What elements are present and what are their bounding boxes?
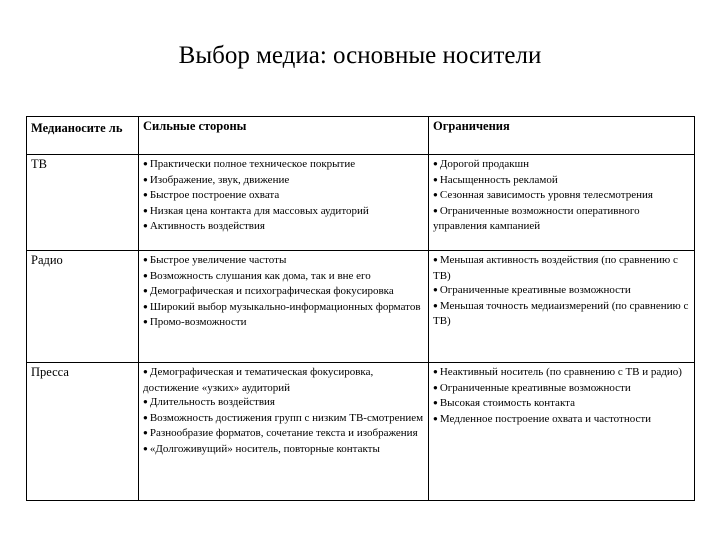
limitations-cell [429,251,695,363]
bullet-icon: ● [433,398,438,408]
limitations-list [433,157,690,234]
limitations-list [433,365,690,427]
list-item: ● Демографическая и психографическая фокусировка [143,285,394,298]
list-item: ● Широкий выбор музыкально-информационных форматов [143,300,421,313]
list-item: ● Ограниченные креативные возможности [433,284,631,297]
limitations-cell [429,363,695,501]
bullet-icon: ● [433,300,438,310]
bullet-icon: ● [143,174,148,184]
bullet-icon: ● [143,190,148,200]
list-item: ● Низкая цена контакта для массовых аудиторий [143,204,369,217]
bullet-icon: ● [433,255,438,264]
bullet-icon: ● [433,367,438,376]
list-item: ● «Долгоживущий» носитель, повторные контакты [143,442,380,455]
bullet-icon: ● [143,397,148,407]
bullet-icon: ● [143,159,148,168]
list-item: ● Насыщенность рекламой [433,173,558,186]
strengths-list [143,365,424,458]
list-item: ● Сезонная зависимость уровня телесмотрения [433,189,653,202]
list-item: ● Активность воздействия [143,220,265,233]
strengths-cell [139,251,429,363]
list-item: ● Высокая стоимость контакта [433,397,575,410]
list-item: ● Возможность достижения групп с низким ТВ-смотрением [143,411,424,424]
list-item: ● Ограниченные креативные возможности [433,381,631,394]
bullet-icon: ● [143,428,148,438]
carrier-cell: Пресса [27,363,139,501]
strengths-list [143,157,424,235]
list-item: ● Меньшая активность воздействия (по сравнению с ТВ) [433,254,678,282]
bullet-icon: ● [433,413,438,423]
limitations-cell [429,155,695,251]
bullet-icon: ● [143,412,148,422]
list-item: ● Дорогой продакшн [433,158,529,170]
bullet-icon: ● [433,159,438,168]
bullet-icon: ● [433,205,438,215]
bullet-icon: ● [143,205,148,215]
list-item: ● Неактивный носитель (по сравнению с ТВ и радио) [433,366,682,378]
list-item: ● Разнообразие форматов, сочетание текста и изображения [143,427,418,440]
table-row-radio [27,251,695,363]
bullet-icon: ● [143,443,148,453]
header-strengths: Сильные стороны [139,117,429,155]
list-item: ● Демографическая и тематическая фокусировка, достижение «узких» аудиторий [143,366,374,394]
header-limitations: Ограничения [429,117,695,155]
bullet-icon: ● [433,190,438,200]
list-item: ● Быстрое построение охвата [143,189,280,202]
bullet-icon: ● [143,286,148,296]
bullet-icon: ● [433,382,438,392]
list-item: ● Возможность слушания как дома, так и вне его [143,269,371,282]
table-row-press [27,363,695,501]
list-item: ● Быстрое увеличение частоты [143,254,287,266]
media-comparison-table [26,116,695,501]
table-row-tv [27,155,695,251]
list-item: ● Меньшая точность медиаизмерений (по сравнению с ТВ) [433,299,689,328]
limitations-list [433,253,690,329]
bullet-icon: ● [143,301,148,311]
table-header-row [27,117,695,155]
list-item: ● Изображение, звук, движение [143,173,290,186]
bullet-icon: ● [143,221,148,231]
list-item: ● Практически полное техническое покрытие [143,158,356,170]
bullet-icon: ● [433,174,438,184]
bullet-icon: ● [143,270,148,280]
strengths-cell [139,155,429,251]
list-item: ● Медленное построение охвата и частотности [433,412,652,425]
strengths-cell [139,363,429,501]
strengths-list [143,253,424,331]
carrier-cell: ТВ [27,155,139,251]
carrier-cell: Радио [27,251,139,363]
bullet-icon: ● [143,367,148,376]
slide-title: Выбор медиа: основные носители [178,42,542,69]
bullet-icon: ● [143,255,148,264]
bullet-icon: ● [143,317,148,327]
list-item: ● Длительность воздействия [143,396,275,409]
list-item: ● Ограниченные возможности оперативного управления кампанией [433,204,640,233]
header-carrier: Медианосите ль [27,117,139,155]
list-item: ● Промо-возможности [143,316,247,329]
bullet-icon: ● [433,285,438,295]
